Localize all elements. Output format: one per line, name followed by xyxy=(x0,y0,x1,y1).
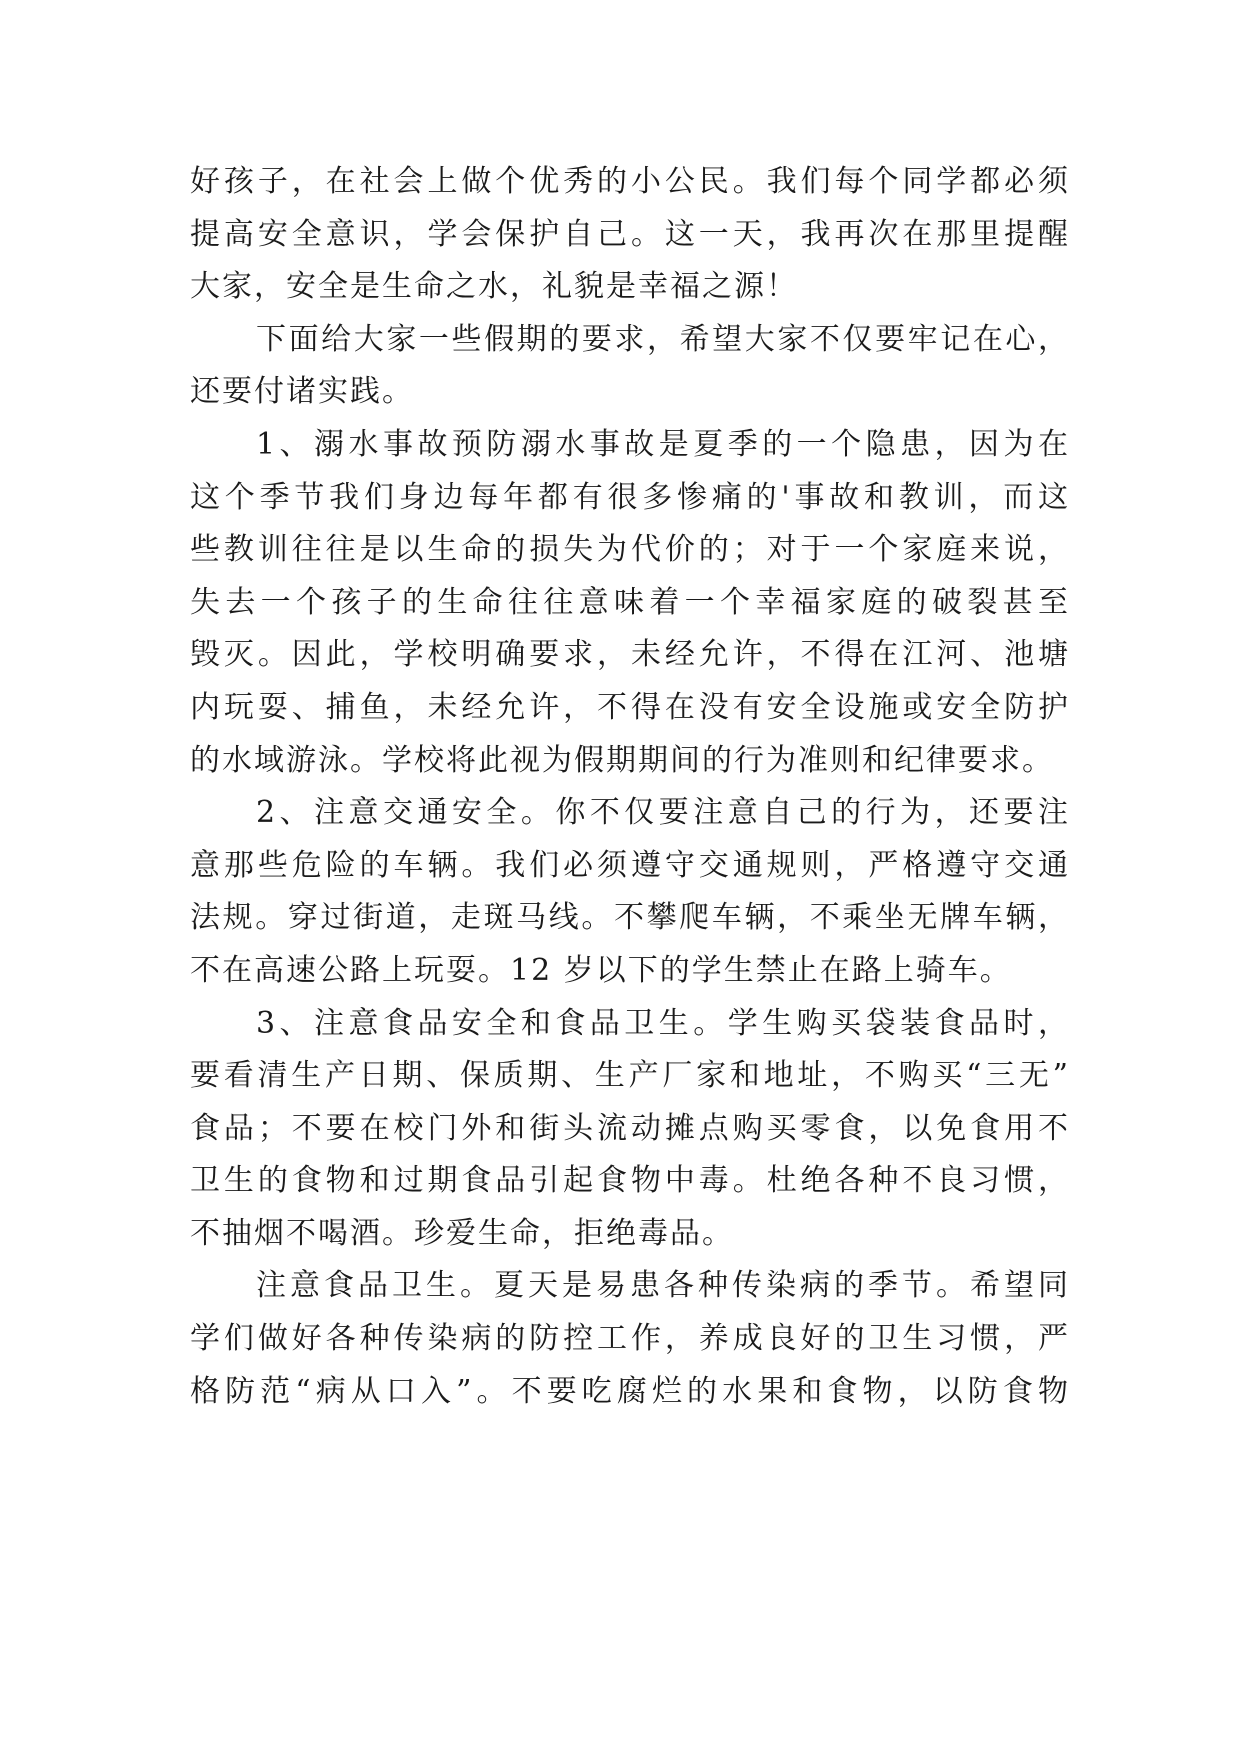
text-line: 大家，安全是生命之水，礼貌是幸福之源！ xyxy=(190,269,798,305)
text-line: 格防范“病从口入”。不要吃腐烂的水果和食物，以防食物 xyxy=(190,1373,1070,1409)
paragraph-3 xyxy=(190,419,1070,787)
paragraph-4 xyxy=(190,787,1070,997)
paragraph-2 xyxy=(190,314,1070,419)
text-line: 好孩子，在社会上做个优秀的小公民。我们每个同学都必须 xyxy=(190,164,1070,199)
text-line: 不在高速公路上玩耍。12 岁以下的学生禁止在路上骑车。 xyxy=(190,952,1012,988)
document-body xyxy=(190,156,1070,1418)
text-line: 这个季节我们身边每年都有很多惨痛的'事故和教训，而这 xyxy=(190,479,1070,515)
paragraph-5 xyxy=(190,998,1070,1261)
text-line: 内玩耍、捕鱼，未经允许，不得在没有安全设施或安全防护 xyxy=(190,689,1070,725)
text-line: 食品；不要在校门外和街头流动摊点购买零食，以免食用不 xyxy=(190,1110,1070,1146)
text-line: 卫生的食物和过期食品引起食物中毒。杜绝各种不良习惯， xyxy=(190,1163,1070,1199)
text-line: 法规。穿过街道，走斑马线。不攀爬车辆，不乘坐无牌车辆， xyxy=(190,900,1070,936)
text-line: 2、注意交通安全。你不仅要注意自己的行为，还要注 xyxy=(256,795,1070,831)
paragraph-1 xyxy=(190,156,1070,314)
text-line: 3、注意食品安全和食品卫生。学生购买袋装食品时， xyxy=(256,1005,1070,1041)
text-line: 意那些危险的车辆。我们必须遵守交通规则，严格遵守交通 xyxy=(190,847,1070,883)
text-line: 学们做好各种传染病的防控工作，养成良好的卫生习惯，严 xyxy=(190,1321,1070,1357)
text-line: 的水域游泳。学校将此视为假期期间的行为准则和纪律要求。 xyxy=(190,742,1054,778)
text-line: 不抽烟不喝酒。珍爱生命，拒绝毒品。 xyxy=(190,1215,734,1251)
text-line: 失去一个孩子的生命往往意味着一个幸福家庭的破裂甚至 xyxy=(190,584,1070,620)
text-line: 还要付诸实践。 xyxy=(190,374,414,410)
text-line: 毁灭。因此，学校明确要求，未经允许，不得在江河、池塘 xyxy=(190,637,1070,673)
text-line: 要看清生产日期、保质期、生产厂家和地址，不购买“三无” xyxy=(190,1058,1070,1094)
text-line: 些教训往往是以生命的损失为代价的；对于一个家庭来说， xyxy=(190,532,1070,568)
text-line: 提高安全意识，学会保护自己。这一天，我再次在那里提醒 xyxy=(190,216,1070,252)
text-line: 注意食品卫生。夏天是易患各种传染病的季节。希望同 xyxy=(256,1268,1070,1304)
text-line: 下面给大家一些假期的要求，希望大家不仅要牢记在心， xyxy=(256,321,1070,357)
text-line: 1、溺水事故预防溺水事故是夏季的一个隐患，因为在 xyxy=(256,426,1070,462)
paragraph-6 xyxy=(190,1260,1070,1418)
